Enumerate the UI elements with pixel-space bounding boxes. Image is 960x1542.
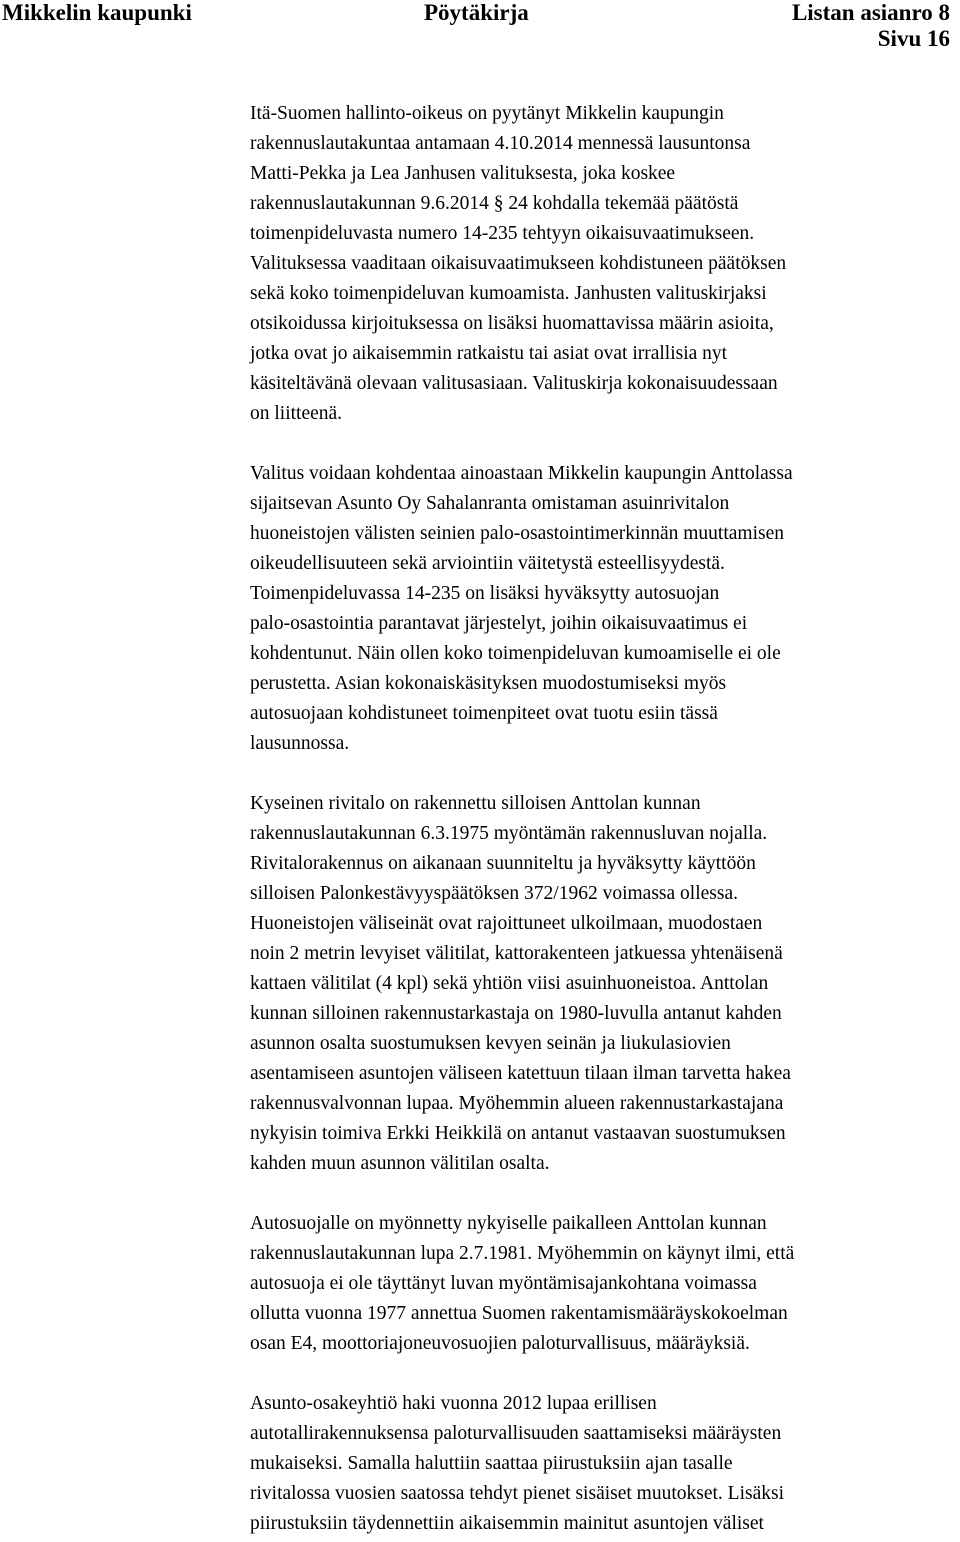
text-line: silloisen Palonkestävyyspäätöksen 372/1962 voimassa ollessa. bbox=[250, 883, 738, 904]
text-line: huoneistojen välisten seinien palo-osastointimerkinnän muuttamisen bbox=[250, 523, 784, 544]
paragraph-2 bbox=[250, 459, 955, 759]
text-line: Asunto-osakeyhtiö haki vuonna 2012 lupaa erillisen bbox=[250, 1393, 657, 1414]
text-line: lausunnossa. bbox=[250, 733, 350, 754]
text-line: Toimenpideluvassa 14-235 on lisäksi hyväksytty autosuojan bbox=[250, 583, 720, 604]
text-line: kattaen välitilat (4 kpl) sekä yhtiön viisi asuinhuoneistoa. Anttolan bbox=[250, 973, 769, 994]
municipality-name: Mikkelin kaupunki bbox=[2, 0, 192, 25]
text-line: noin 2 metrin levyiset välitilat, kattorakenteen jatkuessa yhtenäisenä bbox=[250, 943, 783, 964]
text-line: rakennuslautakunnan lupa 2.7.1981. Myöhemmin on käynyt ilmi, että bbox=[250, 1243, 795, 1264]
text-line: otsikoidussa kirjoituksessa on lisäksi huomattavissa määrin asioita, bbox=[250, 313, 774, 334]
text-line: ollutta vuonna 1977 annettua Suomen rakentamismääräyskokoelman bbox=[250, 1303, 788, 1324]
text-line: palo-osastointia parantavat järjestelyt, joihin oikaisuvaatimus ei bbox=[250, 613, 748, 634]
document-body bbox=[250, 99, 955, 1539]
text-line: piirustuksiin täydennettiin aikaisemmin mainitut asuntojen väliset bbox=[250, 1513, 764, 1534]
document-type: Pöytäkirja bbox=[424, 0, 529, 25]
text-line: autotallirakennuksensa paloturvallisuuden saattamiseksi määräysten bbox=[250, 1423, 782, 1444]
text-line: rakennuslautakunnan 9.6.2014 § 24 kohdalla tekemää päätöstä bbox=[250, 193, 739, 214]
text-line: Autosuojalle on myönnetty nykyiselle paikalleen Anttolan kunnan bbox=[250, 1213, 767, 1234]
text-line: kohdentunut. Näin ollen koko toimenpideluvan kumoamiselle ei ole bbox=[250, 643, 781, 664]
text-line: perustetta. Asian kokonaiskäsityksen muodostumiseksi myös bbox=[250, 673, 727, 694]
text-line: rakennuslautakunnan 6.3.1975 myöntämän rakennusluvan nojalla. bbox=[250, 823, 768, 844]
text-line: sekä koko toimenpideluvan kumoamista. Janhusten valituskirjaksi bbox=[250, 283, 767, 304]
page-header bbox=[0, 0, 960, 60]
text-line: nykyisin toimiva Erkki Heikkilä on antanut vastaavan suostumuksen bbox=[250, 1123, 786, 1144]
text-line: asentamiseen asuntojen väliseen katettuun tilaan ilman tarvetta hakea bbox=[250, 1063, 791, 1084]
text-line: Rivitalorakennus on aikanaan suunniteltu ja hyväksytty käyttöön bbox=[250, 853, 756, 874]
text-line: rivitalossa vuosien saatossa tehdyt pienet sisäiset muutokset. Lisäksi bbox=[250, 1483, 785, 1504]
paragraph-5 bbox=[250, 1389, 955, 1539]
text-line: osan E4, moottoriajoneuvosuojien paloturvallisuus, määräyksiä. bbox=[250, 1333, 750, 1354]
page-number: Sivu 16 bbox=[877, 26, 950, 51]
text-line: oikeudellisuuteen sekä arviointiin väitetystä esteellisyydestä. bbox=[250, 553, 725, 574]
text-line: kahden muun asunnon välitilan osalta. bbox=[250, 1153, 550, 1174]
text-line: käsiteltävänä olevaan valitusasiaan. Valituskirja kokonaisuudessaan bbox=[250, 373, 778, 394]
text-line: autosuojaan kohdistuneet toimenpiteet ovat tuotu esiin tässä bbox=[250, 703, 718, 724]
text-line: jotka ovat jo aikaisemmin ratkaistu tai asiat ovat irrallisia nyt bbox=[250, 343, 728, 364]
text-line: on liitteenä. bbox=[250, 403, 343, 424]
text-line: toimenpideluvasta numero 14-235 tehtyyn oikaisuvaatimukseen. bbox=[250, 223, 755, 244]
page-reference bbox=[792, 0, 950, 52]
text-line: Kyseinen rivitalo on rakennettu silloisen Anttolan kunnan bbox=[250, 793, 701, 814]
paragraph-4 bbox=[250, 1209, 955, 1359]
text-line: sijaitsevan Asunto Oy Sahalanranta omistaman asuinrivitalon bbox=[250, 493, 730, 514]
text-line: Valitus voidaan kohdentaa ainoastaan Mikkelin kaupungin Anttolassa bbox=[250, 463, 793, 484]
list-item-number: Listan asianro 8 bbox=[791, 0, 950, 25]
text-line: rakennusvalvonnan lupaa. Myöhemmin alueen rakennustarkastajana bbox=[250, 1093, 784, 1114]
text-line: Itä-Suomen hallinto-oikeus on pyytänyt Mikkelin kaupungin bbox=[250, 103, 724, 124]
text-line: mukaiseksi. Samalla haluttiin saattaa piirustuksiin ajan tasalle bbox=[250, 1453, 733, 1474]
text-line: Huoneistojen väliseinät ovat rajoittuneet ulkoilmaan, muodostaen bbox=[250, 913, 763, 934]
text-line: rakennuslautakuntaa antamaan 4.10.2014 mennessä lausuntonsa bbox=[250, 133, 751, 154]
paragraph-3 bbox=[250, 789, 955, 1179]
paragraph-1 bbox=[250, 99, 955, 429]
text-line: asunnon osalta suostumuksen kevyen seinän ja liukulasiovien bbox=[250, 1033, 731, 1054]
text-line: kunnan silloinen rakennustarkastaja on 1980-luvulla antanut kahden bbox=[250, 1003, 782, 1024]
text-line: Matti-Pekka ja Lea Janhusen valituksesta, joka koskee bbox=[250, 163, 676, 184]
text-line: autosuoja ei ole täyttänyt luvan myöntämisajankohtana voimassa bbox=[250, 1273, 757, 1294]
text-line: Valituksessa vaaditaan oikaisuvaatimukseen kohdistuneen päätöksen bbox=[250, 253, 787, 274]
